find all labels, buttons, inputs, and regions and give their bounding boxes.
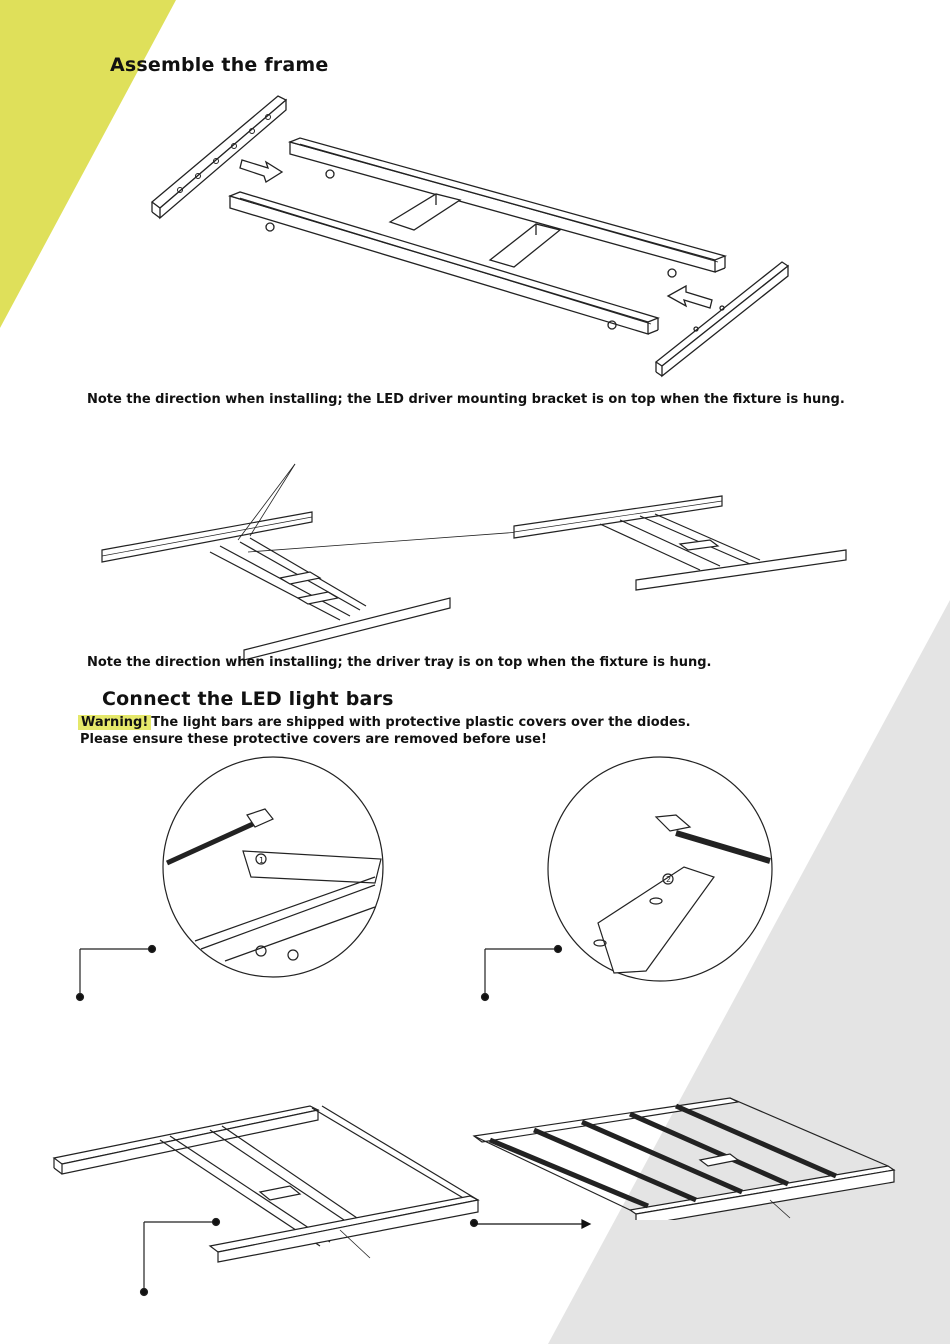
detail-circle-2 — [480, 755, 800, 1005]
final-fixture-diagram — [470, 1090, 900, 1220]
step-1-label: 1 — [259, 856, 265, 865]
section-title-frame: Assemble the frame — [110, 54, 329, 76]
warning-line-2: Please ensure these protective covers are removed before use! — [80, 732, 547, 747]
note-tray-direction: Note the direction when installing; the driver tray is on top when the fixture is hung. — [87, 655, 712, 670]
detail-circle-1 — [75, 755, 395, 1005]
step-2-label: 2 — [666, 875, 672, 884]
driver-tray-diagram — [100, 460, 860, 660]
warning-line-1 — [78, 715, 691, 730]
warning-text: The light bars are shipped with protective plastic covers over the diodes. — [151, 715, 691, 730]
frame-without-bars-diagram — [50, 1100, 480, 1300]
note-bracket-direction: Note the direction when installing; the LED driver mounting bracket is on top when the fixture is hung. — [87, 392, 845, 407]
frame-assembly-diagram — [140, 90, 800, 390]
warning-tag: Warning! — [78, 715, 151, 730]
section-title-bars: Connect the LED light bars — [102, 688, 394, 710]
